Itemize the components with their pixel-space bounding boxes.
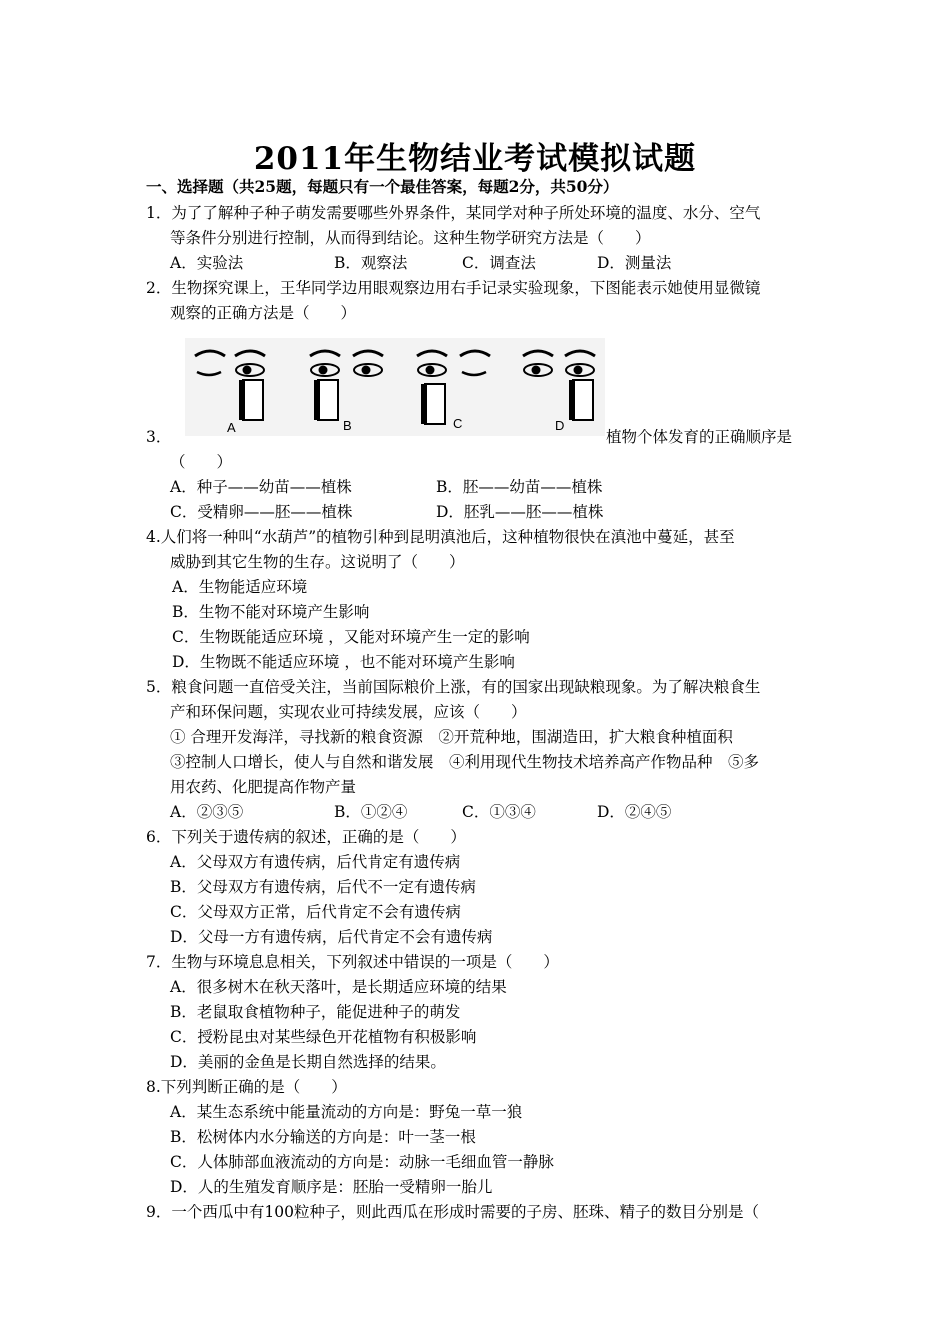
q1-text-line1: 1．为了了解种子种子萌发需要哪些外界条件，某同学对种子所处环境的温度、水分、空气 [146, 204, 761, 222]
q3-number: 3． [146, 428, 172, 446]
q1-option-b: B．观察法 [334, 254, 408, 272]
q7-text-line1: 7．生物与环境息息相关，下列叙述中错误的一项是（ ） [146, 953, 559, 971]
figure-label-a: A [227, 420, 236, 435]
figure-label-d: D [555, 418, 565, 433]
q2-text-line1: 2．生物探究课上，王华同学边用眼观察边用右手记录实验现象，下图能表示她使用显微镜 [146, 279, 761, 297]
q7-option-d: D．美丽的金鱼是长期自然选择的结果。 [170, 1053, 446, 1071]
q5-option-a: A．②③⑤ [170, 803, 244, 821]
q8-text-line1: 8.下列判断正确的是（ ） [146, 1078, 347, 1096]
q1-option-d: D．测量法 [597, 254, 672, 272]
panel-c [417, 351, 490, 424]
q3-option-c: C．受精卵——胚——植株 [170, 503, 353, 521]
q3-option-d: D．胚乳——胚——植株 [436, 503, 604, 521]
q4-option-d: D．生物既不能适应环境 ，也不能对环境产生影响 [172, 653, 515, 671]
q3-text-line1: 植物个体发育的正确顺序是 [606, 428, 793, 446]
panel-d [523, 351, 595, 420]
microscope-eyes-illustration [185, 338, 605, 436]
q6-text-line1: 6．下列关于遗传病的叙述，正确的是（ ） [146, 828, 466, 846]
q4-text-line2: 威胁到其它生物的生存。这说明了（ ） [170, 553, 465, 571]
q1-option-c: C．调查法 [462, 254, 536, 272]
microscope-eyes-figure [185, 338, 605, 436]
q4-option-c: C．生物既能适应环境 ，又能对环境产生一定的影响 [172, 628, 530, 646]
q3-option-a: A．种子——幼苗——植株 [170, 478, 352, 496]
panel-b [310, 351, 383, 420]
q8-option-c: C．人体肺部血液流动的方向是：动脉一毛细血管一静脉 [170, 1153, 554, 1171]
q4-option-b: B．生物不能对环境产生影响 [172, 603, 370, 621]
q5-option-c: C．①③④ [462, 803, 536, 821]
section-heading: 一、选择题（共25题，每题只有一个最佳答案，每题2分，共50分） [146, 177, 619, 196]
q6-option-d: D．父母一方有遗传病，后代肯定不会有遗传病 [170, 928, 493, 946]
q5-text-line2: 产和环保问题，实现农业可持续发展，应该（ ） [170, 703, 527, 721]
q5-option-b: B．①②④ [334, 803, 408, 821]
q7-option-c: C．授粉昆虫对某些绿色开花植物有积极影响 [170, 1028, 477, 1046]
page-title: 2011年生物结业考试模拟试题 [253, 141, 697, 177]
q5-text-line3: ① 合理开发海洋，寻找新的粮食资源 ②开荒种地，围湖造田，扩大粮食种植面积 [170, 728, 733, 746]
figure-label-b: B [343, 418, 352, 433]
q4-text-line1: 4.人们将一种叫“水葫芦”的植物引种到昆明滇池后，这种植物很快在滇池中蔓延，甚至 [146, 528, 735, 546]
q5-text-line1: 5．粮食问题一直倍受关注，当前国际粮价上涨，有的国家出现缺粮现象。为了解决粮食生 [146, 678, 761, 696]
q8-option-a: A．某生态系统中能量流动的方向是：野兔一草一狼 [170, 1103, 523, 1121]
q6-option-a: A．父母双方有遗传病，后代肯定有遗传病 [170, 853, 461, 871]
q6-option-c: C．父母双方正常，后代肯定不会有遗传病 [170, 903, 461, 921]
q7-option-b: B．老鼠取食植物种子，能促进种子的萌发 [170, 1003, 461, 1021]
q2-text-line2: 观察的正确方法是（ ） [170, 304, 357, 322]
q4-option-a: A．生物能适应环境 [172, 578, 308, 596]
q3-text-line2: （ ） [170, 453, 233, 471]
figure-label-c: C [453, 416, 463, 431]
q1-option-a: A．实验法 [170, 254, 244, 272]
q5-text-line4: ③控制人口增长，使人与自然和谐发展 ④利用现代生物技术培养高产作物品种 ⑤多 [170, 753, 760, 771]
q3-option-b: B．胚——幼苗——植株 [436, 478, 603, 496]
q8-option-d: D．人的生殖发育顺序是：胚胎一受精卵一胎儿 [170, 1178, 493, 1196]
q8-option-b: B．松树体内水分输送的方向是：叶一茎一根 [170, 1128, 476, 1146]
q1-text-line2: 等条件分别进行控制，从而得到结论。这种生物学研究方法是（ ） [170, 229, 651, 247]
q7-option-a: A．很多树木在秋天落叶，是长期适应环境的结果 [170, 978, 507, 996]
q5-text-line5: 用农药、化肥提高作物产量 [170, 778, 357, 796]
panel-a [195, 351, 265, 420]
q6-option-b: B．父母双方有遗传病，后代不一定有遗传病 [170, 878, 476, 896]
q9-text-line1: 9．一个西瓜中有100粒种子，则此西瓜在形成时需要的子房、胚珠、精子的数目分别是（ [146, 1203, 759, 1221]
q5-option-d: D．②④⑤ [597, 803, 672, 821]
